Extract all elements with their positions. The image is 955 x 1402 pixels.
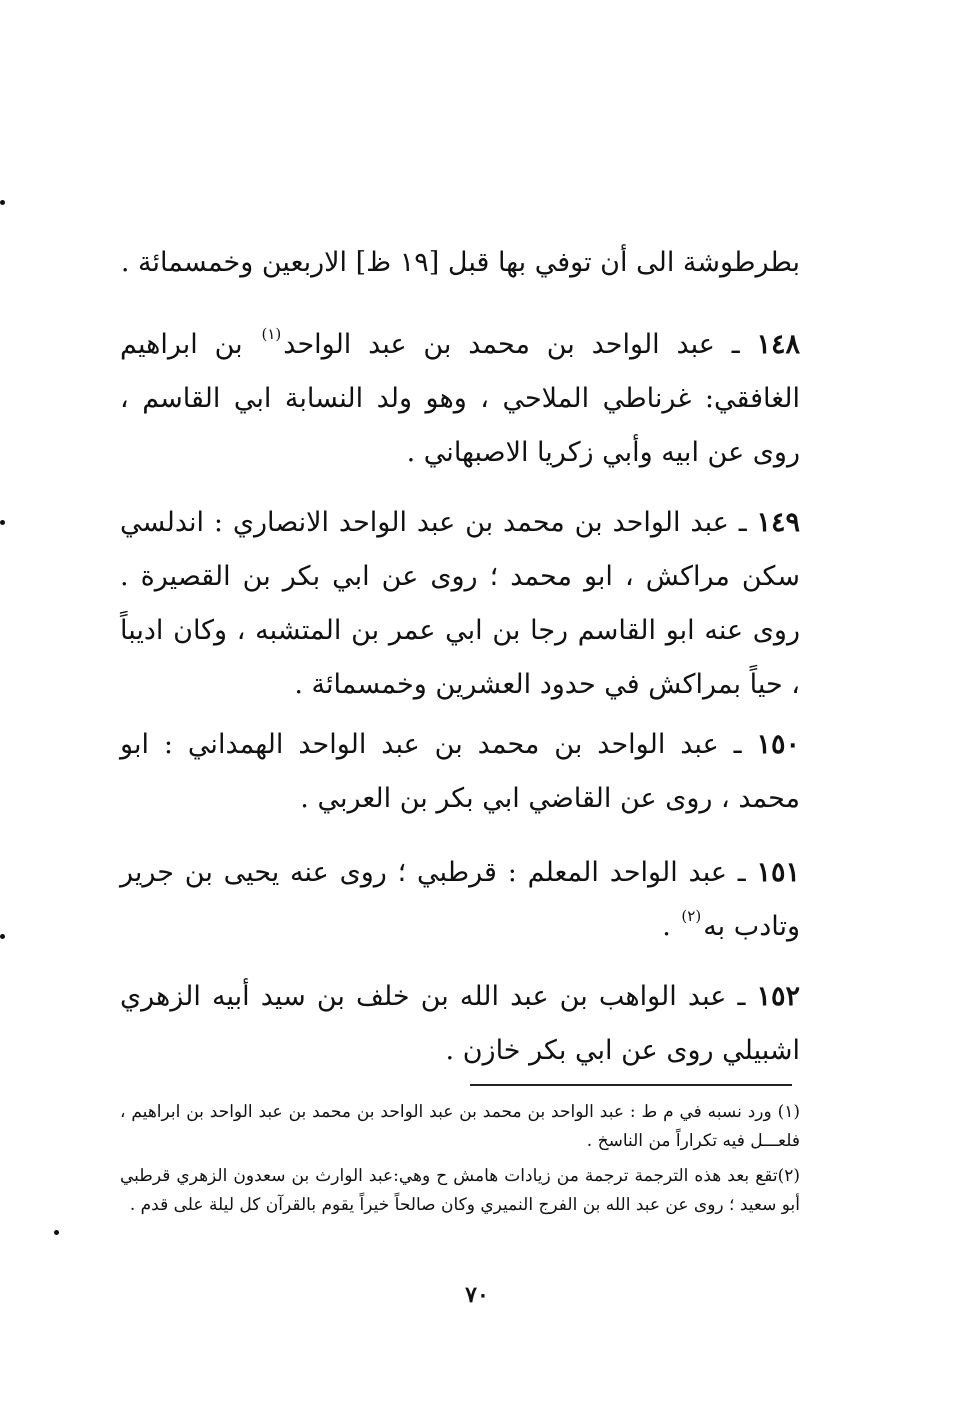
footnote-text: (٢)تقع بعد هذه الترجمة ترجمة من زيادات هامش ح وهي:عبد الوارث بن سعدون الزهري قرطبي أبو سعيد ؛ روى عن عبد الله بن الفرج النميري وكان صالحاً خيراً يقوم بالقرآن كل ليلة على قدم . [120,1166,800,1215]
footnote-1 [120,1098,800,1156]
entry-text: ـ عبد الواهب بن عبد الله بن خلف بن سيد أبيه الزهري اشبيلي روى عن ابي بكر خازن . [120,981,800,1066]
margin-mark [54,1230,59,1235]
margin-mark [0,934,5,939]
continuation-text: بطرطوشة الى أن توفي بها قبل [١٩ ظ] الاربعين وخمسمائة . [120,247,800,278]
entry-text: بن ابراهيم الغافقي: غرناطي الملاحي ، وهو ولد النسابة ابي القاسم ، روى عن ابيه وأبي زكريا الاصبهاني . [120,329,800,468]
entry-text: ـ عبد الواحد بن محمد بن عبد الواحد الهمداني : ابو محمد ، روى عن القاضي ابي بكر بن العربي . [120,729,800,814]
entry-text: ـ عبد الواحد بن محمد بن عبد الواحد الانصاري : اندلسي سكن مراكش ، ابو محمد ؛ روى عن ابي بكر بن القصيرة . روى عنه ابو القاسم رجا بن ابي عمر بن المتشبه ، وكان اديباً ، حياً بمراكش في حدود العشرين وخمسمائة . [120,507,800,700]
margin-mark [0,520,5,525]
footnote-ref-2[interactable]: (٢) [681,907,702,925]
entry-number: ١٤٩ [756,507,800,538]
entry-151 [120,846,800,954]
entry-152 [120,970,800,1078]
entry-number: ١٥١ [756,857,800,888]
entry-148 [120,318,800,480]
margin-mark [0,200,5,205]
continuation-paragraph [120,236,800,290]
entry-text-end: . [662,911,671,942]
entry-number: ١٥٢ [756,981,800,1012]
entry-number: ١٥٠ [756,729,800,760]
footnote-divider [470,1084,792,1086]
page-number: ٧٠ [465,1282,489,1308]
footnote-ref-1[interactable]: (١) [261,325,282,343]
footnote-text: (١) ورد نسبه في م ط : عبد الواحد بن محمد بن عبد الواحد بن محمد بن عبد الواحد بن ابراهيم ، فلعـــل فيه تكراراً من الناسخ . [120,1102,800,1151]
entry-text: ـ عبد الواحد المعلم : قرطبي ؛ روى عنه يحيى بن جرير وتادب به [120,857,800,942]
entry-149 [120,496,800,712]
entry-text: ـ عبد الواحد بن محمد بن عبد الواحد [283,329,740,360]
footnote-2 [120,1162,800,1220]
entry-number: ١٤٨ [756,329,800,360]
entry-150 [120,718,800,826]
